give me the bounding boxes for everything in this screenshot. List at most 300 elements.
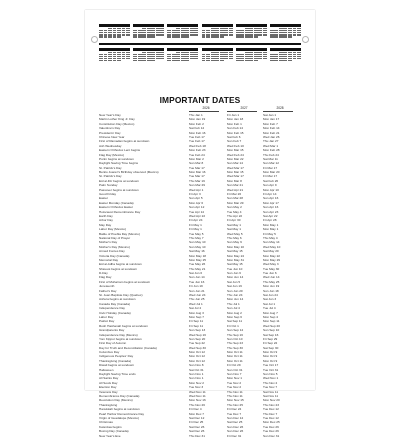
event-name: D-Day [99, 271, 108, 276]
event-name: Presidents' Day [99, 130, 121, 135]
date-2026: Thu May 7 [189, 235, 204, 240]
column-header-rule [227, 111, 257, 112]
mini-month-header [133, 24, 164, 27]
date-2026: Wed Jul 1 [189, 301, 203, 306]
date-2027: Sun Feb 7 [227, 139, 242, 144]
date-2028: Sun Sep 10 [263, 328, 280, 333]
date-2028: Mon Dec 25 [263, 420, 280, 425]
date-2026: Sun Sep 13 [189, 328, 206, 333]
date-2028: Tue Oct 17 [263, 363, 279, 368]
date-2026: Tue Sep 22 [189, 341, 205, 346]
date-2028: Sun May 14 [263, 240, 280, 245]
date-2027: Mon Mar 15 [227, 170, 244, 175]
mini-month-header [133, 48, 164, 51]
date-2028: Mon May 22 [263, 253, 281, 258]
event-name: Christmas [99, 420, 113, 425]
mini-month-days [167, 52, 198, 64]
event-name: Canada Day (Canada) [99, 301, 130, 306]
date-2026: Fri Apr 24 [189, 218, 203, 223]
event-name: First of Muharram begins at sundown [99, 279, 151, 284]
date-2027: Fri Dec 24 [227, 407, 242, 412]
date-2028: Sun Jun 18 [263, 288, 279, 293]
calendar-divider [99, 43, 301, 45]
mini-month-days [99, 28, 130, 40]
date-2027: Thu Apr 22 [227, 213, 243, 218]
date-2028: Sat Sep 16 [263, 332, 279, 337]
date-2027: Fri Mar 26 [227, 192, 242, 197]
date-2028: Fri Mar 17 [263, 165, 278, 170]
date-2027: Mon Oct 11 [227, 350, 243, 355]
date-2026: Sun Mar 8 [189, 161, 204, 166]
date-2026: Fri Dec 4 [189, 407, 202, 412]
date-2026: Thu May 21 [189, 266, 206, 271]
date-2027: Mon Mar 15 [227, 148, 244, 153]
date-2026: Tue Jun 16 [189, 279, 205, 284]
event-name: Benito Juarez's Birthday observed (Mexico) [99, 170, 159, 175]
date-2027: Thu Sep 23 [227, 341, 243, 346]
date-2026: Thu Dec 31 [189, 433, 205, 438]
date-2028: Fri Sep 22 [263, 341, 278, 346]
date-2027: Mon Aug 2 [227, 310, 242, 315]
important-dates-table [99, 113, 305, 438]
mini-month-header [202, 48, 233, 51]
date-2027: Mon Jun 14 [227, 297, 244, 302]
date-2028: Tue Nov 7 [263, 385, 278, 390]
date-2028: Mon Apr 17 [263, 200, 279, 205]
event-name: Thanksgiving [99, 402, 118, 407]
event-name: Battle of Puebla Day (Mexico) [99, 231, 140, 236]
date-2026: Wed Sep 30 [189, 345, 206, 350]
mini-month-days [133, 28, 164, 40]
date-2026: Fri Dec 25 [189, 420, 204, 425]
date-2026: Mon Feb 2 [189, 121, 204, 126]
date-2028: Mon Oct 9 [263, 354, 278, 359]
event-name: Diwali begins at sundown [99, 363, 134, 368]
date-2026: Mon Mar 16 [189, 170, 206, 175]
date-2026: Mon Nov 2 [189, 380, 204, 385]
date-2028: Tue Dec 12 [263, 407, 279, 412]
date-2026: Mon Aug 3 [189, 310, 204, 315]
date-2026: Thu Mar 19 [189, 178, 205, 183]
event-name: Civic Holiday (Canada) [99, 310, 131, 315]
date-2028: Tue Dec 26 [263, 429, 279, 434]
mini-month [99, 48, 130, 64]
date-2026: Mon Mar 2 [189, 156, 204, 161]
date-2027: Thu Nov 11 [227, 389, 243, 394]
year-column-header-2: 2027 [240, 106, 248, 110]
date-2026: Sat May 16 [189, 249, 205, 254]
event-name: All Saints Day [99, 376, 119, 381]
date-2028: Sat Jul 1 [263, 301, 276, 306]
date-2027: Thu Sep 16 [227, 332, 243, 337]
event-name: Ashura begins at sundown [99, 297, 136, 302]
date-2028: Thu Nov 23 [263, 402, 279, 407]
date-2026: Mon Oct 12 [189, 354, 205, 359]
date-2027: Mon Feb 1 [227, 121, 242, 126]
date-2026: Sun May 10 [189, 244, 206, 249]
date-2026: Sat Jul 4 [189, 306, 202, 311]
event-name: Martin Luther King Jr. Day [99, 117, 135, 122]
date-2026: Wed Nov 11 [189, 394, 206, 398]
date-2028: Sat Nov 11 [263, 389, 279, 394]
mini-month-days [133, 52, 164, 64]
year-column-header-3: 2028 [276, 106, 284, 110]
date-2026: Thu Nov 26 [189, 402, 205, 407]
date-2027: Mon May 31 [227, 257, 245, 262]
date-2026: Mon Jan 19 [189, 117, 206, 122]
date-2028: Sun Apr 16 [263, 196, 279, 201]
date-2026: Mon Sep 7 [189, 314, 204, 319]
date-2028: Wed Jun 14 [263, 275, 280, 280]
date-2026: Mon Apr 6 [189, 200, 204, 205]
date-2027: Sun Dec 26 [227, 424, 244, 429]
date-2026: Fri Sep 11 [189, 323, 204, 328]
date-2026: Tue Feb 24 [189, 152, 205, 157]
event-name: Purim begins at sundown [99, 156, 134, 161]
date-2026: Tue Feb 17 [189, 139, 205, 144]
date-2027: Sat May 15 [227, 249, 243, 254]
mini-month-days [202, 52, 233, 64]
mini-month-days [99, 52, 130, 64]
date-2026: Tue May 5 [189, 231, 204, 236]
mini-month [236, 48, 267, 64]
date-2028: Sat Feb 26 [263, 178, 279, 183]
event-name: New Year's Day [99, 113, 121, 117]
date-2027: Sat May 1 [227, 222, 241, 227]
date-2028: Sat May 20 [263, 249, 279, 254]
mini-month-header [202, 24, 233, 27]
date-2027: Mon Jan 18 [227, 117, 244, 122]
date-2027: Mon Nov 1 [227, 376, 242, 381]
date-2027: Fri Oct 1 [227, 323, 239, 328]
event-name: Shavuot begins at sundown [99, 266, 138, 271]
date-2028: Wed Jan 26 [263, 134, 280, 139]
mini-month-days [270, 28, 301, 40]
date-2028: Mon Sep 4 [263, 314, 278, 319]
date-2027: Tue May 4 [227, 209, 242, 214]
date-2027: Fri Jan 1 [227, 113, 240, 117]
date-2026: Wed Nov 11 [189, 389, 206, 394]
date-2027: Wed May 5 [227, 231, 243, 236]
date-2026: Wed Feb 18 [189, 143, 206, 148]
event-name: Juneteenth [99, 284, 115, 289]
event-name: Hanukkah begins at sundown [99, 407, 140, 412]
mini-month-header [167, 48, 198, 51]
date-2028: Wed Sep 20 [263, 323, 280, 328]
event-name: Halloween [99, 367, 114, 372]
date-2027: Mon Sep 6 [227, 314, 242, 319]
date-2027: Mon May 24 [227, 253, 245, 258]
date-2027: Fri Oct 29 [227, 363, 241, 368]
date-2026: Sun Jun 21 [189, 288, 205, 293]
date-2026: Tue Apr 14 [189, 209, 205, 214]
date-2027: Thu Jun 24 [227, 293, 243, 298]
event-name: Flag Day (Mexico) [99, 152, 125, 157]
date-2026: Sat Feb 14 [189, 126, 205, 131]
event-name: First of Ramadan begins at sundown [99, 139, 150, 144]
event-name: Eastern Orthodox Lent begins [99, 148, 141, 153]
date-2028: Mon Mar 20 [263, 170, 280, 175]
date-2027: Mon Mar 8 [227, 178, 242, 183]
date-2027: Mon Jun 14 [227, 275, 244, 280]
date-2027: Wed Feb 24 [227, 152, 244, 157]
event-name: Constitution Day (Mexico) [99, 121, 135, 126]
mini-month-header [270, 24, 301, 27]
date-2028: Mon Feb 7 [263, 121, 278, 126]
date-2027: Mon Oct 11 [227, 358, 243, 363]
event-name: Election Day [99, 385, 117, 390]
event-name: First Day of Autumn [99, 341, 127, 346]
date-2026: Sat Oct 31 [189, 367, 204, 372]
date-2026: Mon Oct 12 [189, 350, 205, 355]
mini-month [236, 24, 267, 40]
date-2028: Sun Apr 23 [263, 209, 279, 214]
mini-month [99, 24, 130, 40]
date-2027: Sat Dec 25 [227, 420, 243, 425]
mini-month [167, 24, 198, 40]
event-name: Eastern Orthodox Easter [99, 205, 134, 210]
date-2027: Sat Jun 19 [227, 284, 242, 289]
date-2027: Thu Jul 1 [227, 301, 240, 306]
date-2026: Sun Apr 5 [189, 196, 203, 201]
event-name: Palm Sunday [99, 183, 118, 188]
event-name: All Souls Day [99, 380, 118, 385]
date-2028: Thu Jan 27 [263, 139, 279, 144]
date-2027: Sun Oct 10 [227, 336, 243, 341]
event-name: Day for Truth and Reconciliation (Canada) [99, 345, 157, 350]
date-2027: Wed Mar 17 [227, 174, 244, 179]
mini-month [133, 48, 164, 64]
date-2028: Fri Apr 28 [263, 218, 277, 223]
date-2028: Sat Mar 11 [263, 156, 278, 161]
event-name: Eid al-Fitr begins at sundown [99, 178, 139, 183]
date-2028: Mon Oct 9 [263, 350, 278, 355]
event-name: Remembrance Day (Canada) [99, 394, 140, 398]
date-2027: Sat Sep 11 [227, 319, 243, 324]
date-2026: Fri Jun 19 [189, 284, 203, 289]
event-name: St. Patrick's Day [99, 174, 122, 179]
mini-month-header [270, 48, 301, 51]
date-2026: Wed Sep 16 [189, 332, 206, 337]
date-2026: Mon Nov 16 [189, 398, 206, 403]
date-2027: Thu Nov 25 [227, 402, 243, 407]
mini-month-days [167, 28, 198, 40]
date-2026: Wed Apr 1 [189, 187, 204, 192]
date-2028: Wed May 3 [263, 262, 279, 267]
event-name: National Day of Prayer [99, 235, 131, 240]
date-2028: Tue Oct 31 [263, 367, 279, 372]
date-2028: Wed Mar 1 [263, 143, 279, 148]
event-name: Independence Day (Mexico) [99, 332, 138, 337]
hanging-hole-right [302, 36, 309, 43]
event-name: Arbor Day [99, 218, 113, 223]
date-2026: Sun Nov 1 [189, 376, 204, 381]
date-2027: Tue Nov 2 [227, 380, 242, 385]
date-2028: Thu Nov 2 [263, 380, 278, 385]
date-2027: Sun Feb 14 [227, 126, 243, 131]
event-name: Daylight Saving Time begins [99, 161, 139, 166]
mini-month-header [99, 24, 130, 27]
date-2027: Wed Mar 17 [227, 165, 244, 170]
column-header-rule [189, 111, 219, 112]
mini-month [270, 24, 301, 40]
date-2026: Mon Dec 7 [189, 411, 204, 416]
date-2026: Sun Sep 20 [189, 336, 206, 341]
event-name: Armed Forces Day [99, 249, 125, 254]
event-name: Eid al-Adha begins at sundown [99, 262, 142, 267]
date-2026: Thu Jun 25 [189, 297, 205, 302]
date-2027: Mon Nov 15 [227, 398, 244, 403]
date-2026: Fri May 1 [189, 227, 202, 232]
mini-month-days [270, 52, 301, 64]
date-2027: Mon Feb 15 [227, 130, 244, 135]
event-name: Veterans Day [99, 389, 118, 394]
event-name: Labor Day [99, 314, 114, 319]
date-2028: Thu May 4 [263, 235, 278, 240]
mini-month-header [236, 48, 267, 51]
event-name: Columbus Day [99, 350, 120, 355]
event-name: Patriot Day [99, 319, 115, 324]
event-name: Labor Day (Mexico) [99, 227, 126, 232]
date-2028: Mon Feb 28 [263, 148, 280, 153]
date-2028: Sun Apr 9 [263, 183, 277, 188]
date-2028: Fri Apr 14 [263, 192, 277, 197]
date-2026: Sat Jun 6 [189, 271, 203, 276]
event-name: Rosh Hashanah begins at sundown [99, 323, 148, 328]
event-name: Yom Kippur begins at sundown [99, 336, 142, 341]
date-2028: Sat Jan 1 [263, 113, 277, 117]
year-calendar-grid [99, 24, 301, 64]
date-2027: Mon Mar 22 [227, 156, 244, 161]
page-title: IMPORTANT DATES [159, 95, 241, 105]
date-2027: Fri Apr 30 [227, 218, 241, 223]
mini-month-days [236, 28, 267, 40]
date-2028: Tue May 30 [263, 266, 280, 271]
date-2026: Sun Jun 14 [189, 275, 205, 280]
mini-month [202, 48, 233, 64]
event-name: Ash Wednesday [99, 143, 122, 148]
date-2027: Sun Jun 20 [227, 288, 243, 293]
event-name: Father's Day [99, 288, 117, 293]
event-name: Grandparents Day [99, 328, 125, 333]
date-2028: Wed May 10 [263, 244, 281, 249]
date-2026: Tue Mar 17 [189, 174, 205, 179]
date-2026: Mon May 25 [189, 257, 207, 262]
event-name: Passover begins at sundown [99, 187, 139, 192]
event-name: Pearl Harbor Remembrance Day [99, 411, 145, 416]
date-2027: Thu Sep 30 [227, 345, 243, 350]
event-name: New Year's Eve [99, 433, 121, 438]
date-2028: Mon Sep 11 [263, 319, 280, 324]
event-name: Mother's Day (Mexico) [99, 244, 130, 249]
event-name: Easter [99, 196, 108, 201]
date-2027: Sat Jun 5 [227, 279, 241, 284]
event-name: Revolution Day (Mexico) [99, 398, 133, 403]
date-2026: Mon Feb 23 [189, 148, 206, 153]
date-2026: Mon Feb 16 [189, 130, 206, 135]
date-2028: Sat Jun 3 [263, 297, 277, 302]
date-2026: Sun Nov 8 [189, 363, 204, 368]
date-2026: Mon May 18 [189, 253, 207, 258]
date-2027: Mon Mar 29 [227, 200, 244, 205]
date-2028: Mon Jun 19 [263, 284, 280, 289]
date-2028: Mon Oct 9 [263, 358, 278, 363]
mini-month-days [236, 52, 267, 64]
date-2026: Tue May 26 [189, 262, 206, 267]
date-2027: Thu May 6 [227, 235, 242, 240]
hanging-hole-left [91, 36, 98, 43]
date-2028: Thu Feb 24 [263, 152, 279, 157]
date-2028: Thu Dec 7 [263, 411, 278, 416]
mini-month-days [202, 28, 233, 40]
mini-month [133, 24, 164, 40]
date-2027: Sat Feb 6 [227, 134, 241, 139]
date-2028: Mon May 1 [263, 222, 279, 227]
date-2027: Sun Dec 26 [227, 429, 244, 434]
date-2027: Sun Mar 21 [227, 183, 243, 188]
mini-month [202, 24, 233, 40]
date-2028: Sun Nov 5 [263, 372, 278, 377]
date-2028: Sun Apr 16 [263, 205, 279, 210]
mini-month-header [167, 24, 198, 27]
event-name: May Day [99, 222, 112, 227]
date-2027: Sun May 2 [227, 205, 242, 210]
date-2027: Sun Jun 6 [227, 271, 241, 276]
date-2027: Sun Jul 4 [227, 306, 240, 311]
date-2027: Mon May 10 [227, 244, 245, 249]
date-2027: Tue Nov 2 [227, 385, 242, 390]
date-2026: Sun Apr 12 [189, 205, 205, 210]
calendar-sheet [85, 10, 315, 438]
event-name: Kwanzaa begins [99, 424, 122, 429]
date-2027: Sun Oct 31 [227, 367, 243, 372]
table-row [99, 434, 305, 438]
date-2027: Tue Jun 10 [227, 266, 243, 271]
date-2026: Mon Oct 12 [189, 358, 205, 363]
date-2026: Sun Nov 1 [189, 372, 204, 377]
mini-month-header [236, 24, 267, 27]
date-2027: Sat May 15 [227, 262, 243, 267]
date-2027: Sun Nov 7 [227, 372, 242, 377]
date-2026: Sat Dec 26 [189, 429, 205, 434]
date-2026: Sat Dec 12 [189, 415, 205, 420]
date-2027: Wed Feb 10 [227, 143, 244, 148]
date-2028: Sat Apr 22 [263, 213, 278, 218]
event-name: Boxing Day (Canada) [99, 429, 129, 434]
calendar-month-row [99, 48, 301, 64]
mini-month [270, 48, 301, 64]
event-name: Good Friday [99, 192, 117, 197]
event-name: Flag Day [99, 275, 112, 280]
mini-month [167, 48, 198, 64]
date-2028: Mon Jan 17 [263, 117, 280, 122]
date-2027: Sun Dec 12 [227, 415, 244, 420]
event-name: St. Patrick's Day [99, 165, 122, 170]
event-name: Memorial Day [99, 257, 119, 262]
date-2028: Sat Nov 11 [263, 394, 279, 398]
date-2028: Mon Aug 7 [263, 310, 278, 315]
event-name: Holocaust Remembrance Day [99, 209, 141, 214]
date-2028: Fri Mar 17 [263, 174, 278, 179]
date-2028: Sun Mar 12 [263, 161, 279, 166]
date-2026: Sun Mar 29 [189, 183, 205, 188]
date-2027: Mon Oct 11 [227, 354, 243, 359]
date-2028: Tue Dec 26 [263, 424, 279, 429]
column-header-rule [263, 111, 293, 112]
date-2028: Tue Jul 4 [263, 306, 276, 311]
date-2028: Tue Dec 12 [263, 415, 279, 420]
date-2026: Tue Nov 3 [189, 385, 204, 390]
